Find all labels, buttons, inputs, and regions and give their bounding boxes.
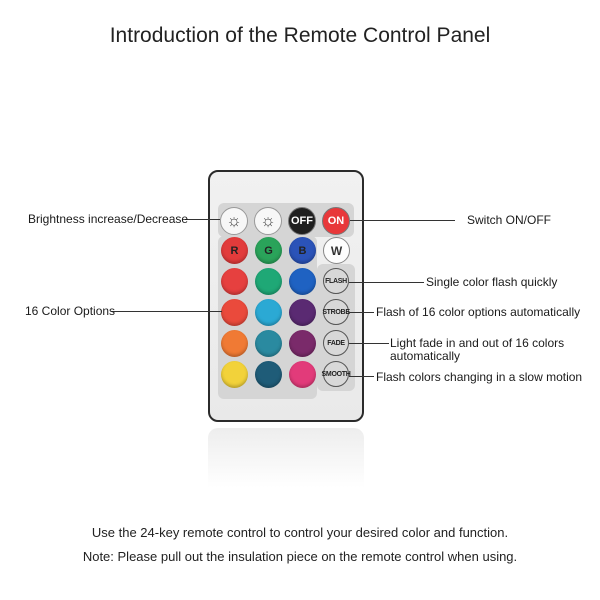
color-options-callout-line (112, 311, 222, 312)
switch-callout-line (350, 220, 455, 221)
insulation-note: Note: Please pull out the insulation piece on the remote control when using. (82, 549, 518, 564)
color-button[interactable] (289, 330, 316, 357)
fade-button[interactable]: FADE (323, 330, 349, 356)
smooth-label: Flash colors changing in a slow motion (376, 370, 583, 384)
color-button[interactable] (255, 330, 282, 357)
color-button[interactable] (221, 268, 248, 295)
color-button[interactable] (221, 361, 248, 388)
flash-callout-line (349, 282, 424, 283)
remote-reflection (208, 428, 364, 488)
color-button[interactable] (255, 361, 282, 388)
color-options-label: 16 Color Options (25, 304, 116, 318)
white-button[interactable]: W (323, 237, 350, 264)
sun-icon: ☼ (260, 211, 276, 230)
flash-button[interactable]: FLASH (323, 268, 349, 294)
strobe-label: Flash of 16 color options automatically (376, 305, 581, 319)
color-button[interactable] (221, 299, 248, 326)
sun-icon: ☼ (226, 211, 242, 230)
brightness-label: Brightness increase/Decrease (28, 212, 189, 226)
page-title: Introduction of the Remote Control Panel (109, 24, 491, 47)
fade-label-line2: automatically (390, 349, 461, 363)
blue-button[interactable]: B (289, 237, 316, 264)
off-button[interactable]: OFF (288, 207, 316, 235)
smooth-button[interactable]: SMOOTH (323, 361, 349, 387)
brightness-up-button[interactable] (220, 207, 248, 235)
strobe-callout-line (349, 312, 374, 313)
fade-callout-line (349, 343, 389, 344)
brightness-down-button[interactable] (254, 207, 282, 235)
fade-label-line1: Light fade in and out of 16 colors (390, 336, 565, 350)
color-button[interactable] (289, 299, 316, 326)
brightness-callout-line (185, 219, 220, 220)
on-button[interactable]: ON (322, 207, 350, 235)
color-button[interactable] (255, 268, 282, 295)
color-button[interactable] (289, 268, 316, 295)
green-button[interactable]: G (255, 237, 282, 264)
switch-label: Switch ON/OFF (467, 213, 552, 227)
color-button[interactable] (289, 361, 316, 388)
flash-label: Single color flash quickly (426, 275, 558, 289)
color-button[interactable] (221, 330, 248, 357)
color-button[interactable] (255, 299, 282, 326)
usage-note: Use the 24-key remote control to control your desired color and function. (91, 525, 509, 540)
smooth-callout-line (349, 376, 374, 377)
strobe-button[interactable]: STROBE (323, 299, 349, 325)
red-button[interactable]: R (221, 237, 248, 264)
